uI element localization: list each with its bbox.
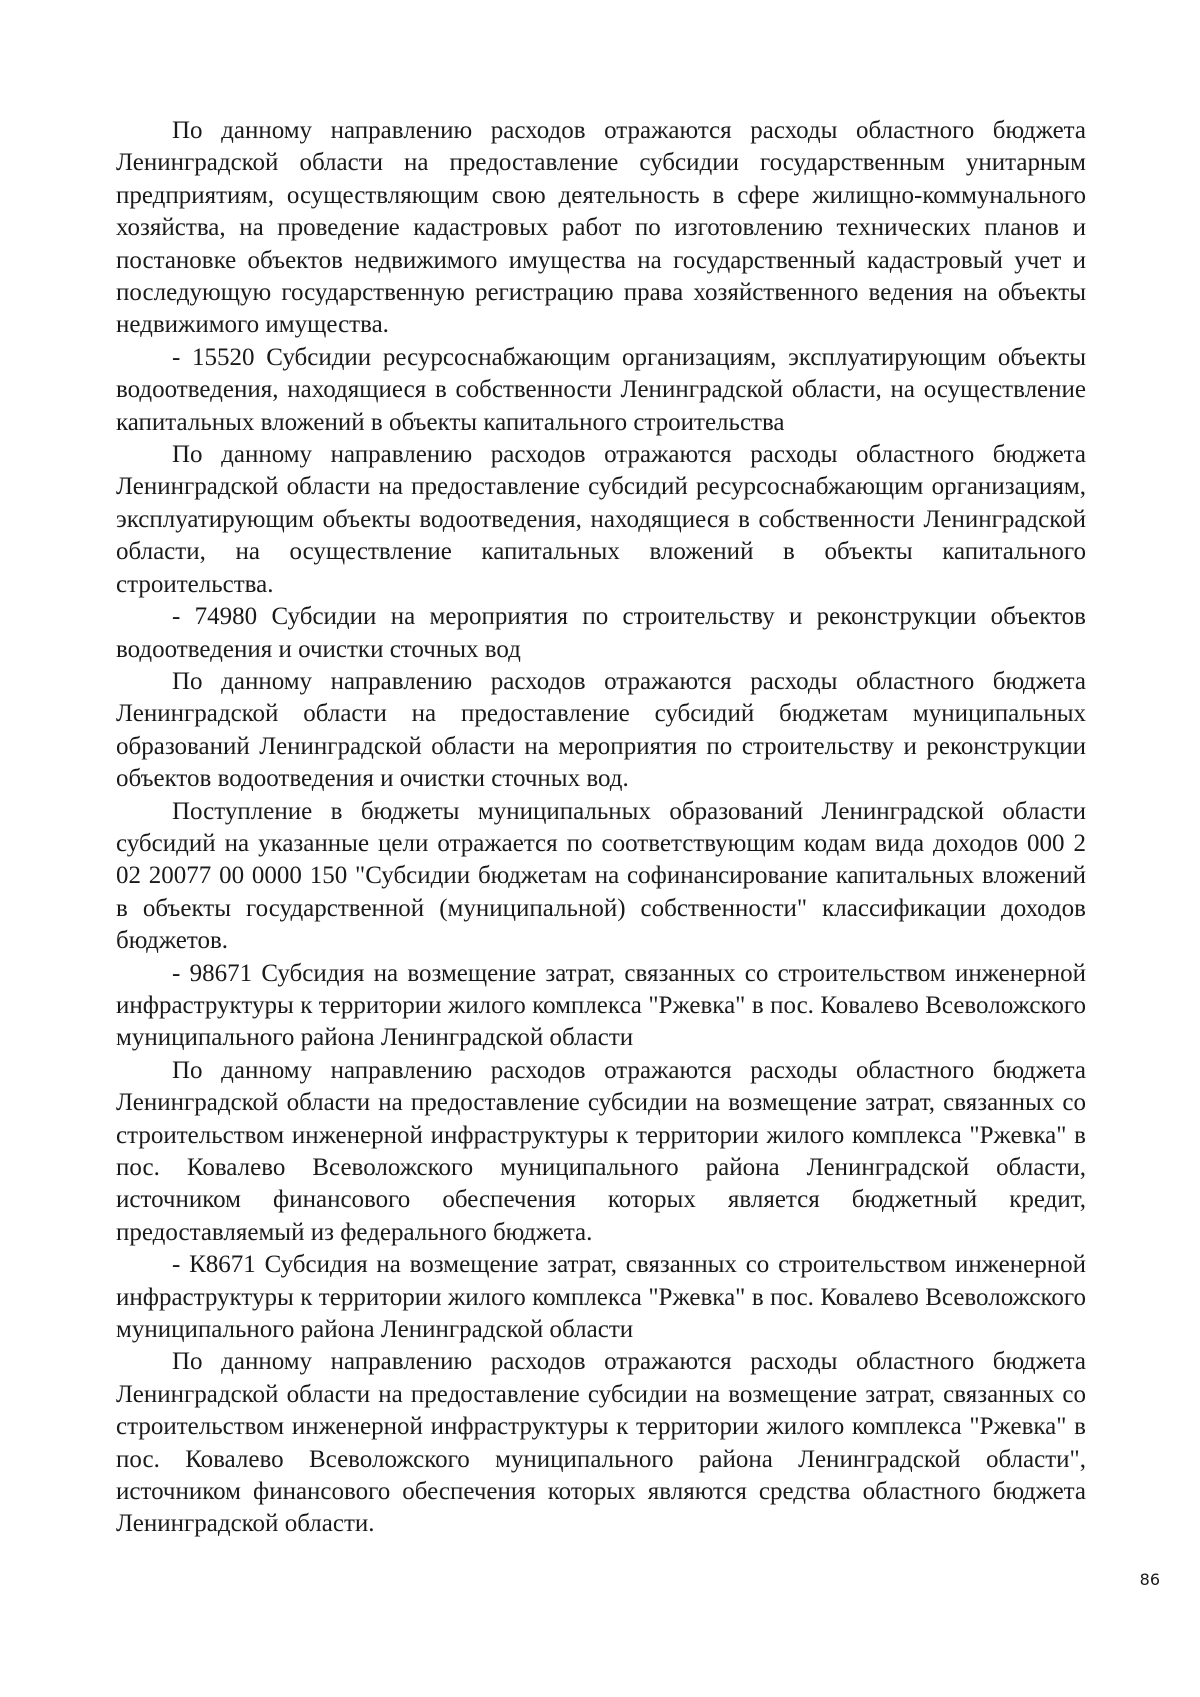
item-74980-heading: - 74980 Субсидии на мероприятия по строительству и реконструкции объектов водоотведения и очистки сточных вод [116,603,1086,663]
item-k8671-heading: - К8671 Субсидия на возмещение затрат, связанных со строительством инженерной инфраструктуры к территории жилого комплекса "Ржевка" в пос. Ковалево Всеволожского муниципального района Ленинградской области [116,1251,1086,1344]
document-body [116,115,1086,1541]
paragraph-gup-cadastral: По данному направлению расходов отражаются расходы областного бюджета Ленинградской области на предоставление субсидии государственным унитарным предприятиям, осуществляющим свою деятельность в сфере жилищно-коммунального хозяйства, на проведение кадастровых работ по изготовлению технических планов и постановке объектов недвижимого имущества на государственный кадастровый учет и последующую государственную регистрацию права хозяйственного ведения на объекты недвижимого имущества. [116,117,1086,339]
page-number: 86 [1139,1570,1160,1589]
item-98671-heading: - 98671 Субсидия на возмещение затрат, связанных со строительством инженерной инфраструктуры к территории жилого комплекса "Ржевка" в пос. Ковалево Всеволожского муниципального района Ленинградской области [116,959,1086,1052]
paragraph-98671-description: По данному направлению расходов отражаются расходы областного бюджета Ленинградской области на предоставление субсидии на возмещение затрат, связанных со строительством инженерной инфраструктуры к территории жилого комплекса "Ржевка" в пос. Ковалево Всеволожского муниципального района Ленинградской области, источником финансового обеспечения которых является бюджетный кредит, предоставляемый из федерального бюджета. [116,1056,1086,1246]
paragraph-15520-description: По данному направлению расходов отражаются расходы областного бюджета Ленинградской области на предоставление субсидий ресурсоснабжающим организациям, эксплуатирующим объекты водоотведения, находящиеся в собственности Ленинградской области, на осуществление капитальных вложений в объекты капитального строительства. [116,441,1086,598]
item-15520-heading: - 15520 Субсидии ресурсоснабжающим организациям, эксплуатирующим объекты водоотведения, находящиеся в собственности Ленинградской области, на осуществление капитальных вложений в объекты капитального строительства [116,343,1086,436]
paragraph-74980-description: По данному направлению расходов отражаются расходы областного бюджета Ленинградской области на предоставление субсидий бюджетам муниципальных образований Ленинградской области на мероприятия по строительству и реконструкции объектов водоотведения и очистки сточных вод. [116,667,1086,793]
paragraph-74980-income-codes: Поступление в бюджеты муниципальных образований Ленинградской области субсидий на указанные цели отражается по соответствующим кодам вида доходов 000 2 02 20077 00 0000 150 "Субсидии бюджетам на софинансирование капитальных вложений в объекты государственной (муниципальной) собственности" классификации доходов бюджетов. [116,797,1086,955]
paragraph-k8671-description: По данному направлению расходов отражаются расходы областного бюджета Ленинградской области на предоставление субсидии на возмещение затрат, связанных со строительством инженерной инфраструктуры к территории жилого комплекса "Ржевка" в пос. Ковалево Всеволожского муниципального района Ленинградской области", источником финансового обеспечения которых являются средства областного бюджета Ленинградской области. [116,1348,1086,1538]
